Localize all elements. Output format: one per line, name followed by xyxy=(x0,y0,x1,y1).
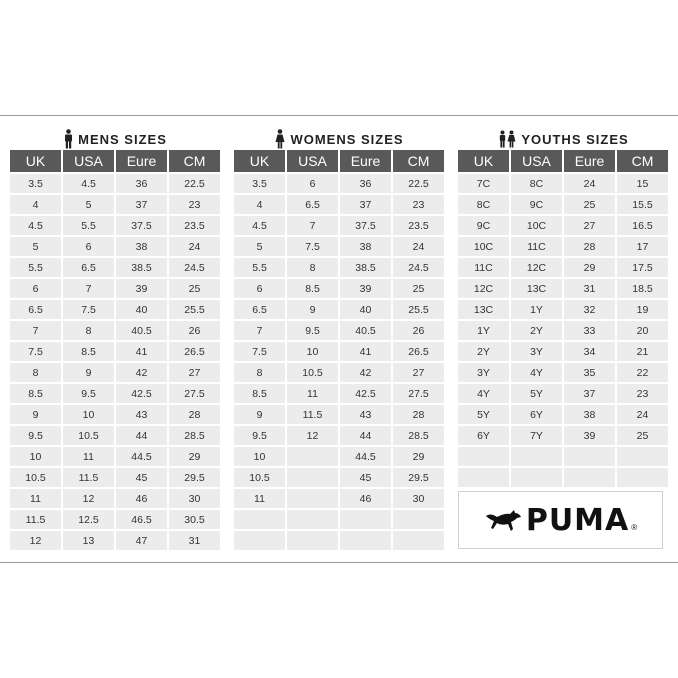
table-cell: 9 xyxy=(234,405,285,426)
table-cell: 6.5 xyxy=(10,300,61,321)
table-cell: 47 xyxy=(116,531,167,552)
table-cell: 31 xyxy=(564,279,615,300)
table-cell: 26.5 xyxy=(393,342,444,363)
table-cell: 23.5 xyxy=(393,216,444,237)
table-cell: 9 xyxy=(63,363,114,384)
column-header: USA xyxy=(287,150,338,174)
table-row xyxy=(458,363,668,384)
table-cell xyxy=(617,447,668,468)
table-cell: 24 xyxy=(393,237,444,258)
table-row xyxy=(458,279,668,300)
table-cell: 39 xyxy=(564,426,615,447)
table-row xyxy=(234,279,444,300)
table-cell: 42.5 xyxy=(116,384,167,405)
table-cell: 15 xyxy=(617,174,668,195)
table-cell: 24.5 xyxy=(393,258,444,279)
table-row xyxy=(234,216,444,237)
table-cell: 39 xyxy=(116,279,167,300)
table-row xyxy=(234,321,444,342)
table-row xyxy=(10,384,220,405)
table-cell: 6Y xyxy=(511,405,562,426)
table-cell: 6 xyxy=(63,237,114,258)
table-cell: 41 xyxy=(340,342,391,363)
table-cell: 46.5 xyxy=(116,510,167,531)
table-cell: 6Y xyxy=(458,426,509,447)
table-cell: 7.5 xyxy=(287,237,338,258)
table-cell: 7Y xyxy=(511,426,562,447)
table-cell xyxy=(287,447,338,468)
table-row xyxy=(458,174,668,195)
table-cell: 38 xyxy=(340,237,391,258)
table-cell: 25 xyxy=(169,279,220,300)
table-cell: 38 xyxy=(116,237,167,258)
youths-table xyxy=(456,150,670,489)
table-cell: 23 xyxy=(169,195,220,216)
table-cell: 4Y xyxy=(458,384,509,405)
youths-title-text: YOUTHS SIZES xyxy=(521,131,629,147)
table-cell: 2Y xyxy=(511,321,562,342)
column-header: CM xyxy=(169,150,220,174)
table-cell xyxy=(393,510,444,531)
table-cell: 10 xyxy=(10,447,61,468)
table-row xyxy=(234,342,444,363)
table-row xyxy=(10,216,220,237)
table-cell: 9C xyxy=(511,195,562,216)
table-cell xyxy=(511,447,562,468)
table-cell: 29.5 xyxy=(169,468,220,489)
table-row xyxy=(10,300,220,321)
table-cell: 4.5 xyxy=(234,216,285,237)
table-row xyxy=(458,405,668,426)
table-cell xyxy=(287,510,338,531)
table-cell: 7.5 xyxy=(234,342,285,363)
table-cell: 11 xyxy=(63,447,114,468)
table-cell xyxy=(340,510,391,531)
table-cell: 25.5 xyxy=(393,300,444,321)
table-cell: 3.5 xyxy=(10,174,61,195)
table-cell: 46 xyxy=(340,489,391,510)
puma-logo-text: PUMA xyxy=(525,502,630,538)
header-row xyxy=(234,150,444,174)
table-row xyxy=(234,237,444,258)
table-cell: 7 xyxy=(287,216,338,237)
table-row xyxy=(10,342,220,363)
table-cell xyxy=(287,468,338,489)
table-cell: 11 xyxy=(287,384,338,405)
table-cell: 11.5 xyxy=(10,510,61,531)
youths-panel xyxy=(458,128,670,489)
table-cell: 25 xyxy=(393,279,444,300)
table-cell: 6 xyxy=(234,279,285,300)
table-cell: 38 xyxy=(564,405,615,426)
table-cell: 34 xyxy=(564,342,615,363)
table-cell: 32 xyxy=(564,300,615,321)
table-cell: 12C xyxy=(511,258,562,279)
table-cell xyxy=(511,468,562,489)
table-row xyxy=(10,447,220,468)
table-cell: 9.5 xyxy=(234,426,285,447)
table-row xyxy=(234,300,444,321)
table-row xyxy=(10,237,220,258)
table-cell: 40 xyxy=(116,300,167,321)
table-cell: 5.5 xyxy=(10,258,61,279)
womens-title xyxy=(234,128,445,150)
table-cell: 13C xyxy=(458,300,509,321)
table-cell: 22.5 xyxy=(393,174,444,195)
table-cell: 11.5 xyxy=(63,468,114,489)
table-cell: 13C xyxy=(511,279,562,300)
puma-logo-box xyxy=(458,491,663,549)
table-cell: 8 xyxy=(63,321,114,342)
table-row xyxy=(10,258,220,279)
table-cell: 36 xyxy=(340,174,391,195)
table-cell: 11C xyxy=(458,258,509,279)
table-cell: 8.5 xyxy=(10,384,61,405)
table-cell: 10C xyxy=(458,237,509,258)
table-cell: 26 xyxy=(169,321,220,342)
table-cell: 40.5 xyxy=(340,321,391,342)
table-cell: 19 xyxy=(617,300,668,321)
table-cell: 42.5 xyxy=(340,384,391,405)
table-row xyxy=(10,426,220,447)
table-cell: 30 xyxy=(393,489,444,510)
table-cell xyxy=(617,468,668,489)
table-row xyxy=(10,174,220,195)
table-row xyxy=(234,426,444,447)
table-row xyxy=(458,342,668,363)
table-row xyxy=(458,384,668,405)
table-cell: 45 xyxy=(116,468,167,489)
table-cell: 2Y xyxy=(458,342,509,363)
table-cell: 12 xyxy=(10,531,61,552)
table-cell: 42 xyxy=(340,363,391,384)
table-cell xyxy=(564,447,615,468)
table-cell: 44.5 xyxy=(340,447,391,468)
mens-table xyxy=(8,150,222,552)
table-cell: 25 xyxy=(564,195,615,216)
table-cell xyxy=(234,510,285,531)
table-cell: 9 xyxy=(10,405,61,426)
table-cell: 3.5 xyxy=(234,174,285,195)
table-cell: 7 xyxy=(10,321,61,342)
table-cell: 24 xyxy=(564,174,615,195)
table-cell: 23 xyxy=(393,195,444,216)
mens-panel xyxy=(10,128,222,552)
table-row xyxy=(234,489,444,510)
table-cell: 29 xyxy=(169,447,220,468)
table-row xyxy=(234,384,444,405)
table-cell: 37.5 xyxy=(116,216,167,237)
woman-icon xyxy=(275,129,285,149)
column-header: Eure xyxy=(564,150,615,174)
column-header: UK xyxy=(234,150,285,174)
table-cell: 5 xyxy=(234,237,285,258)
table-cell: 9.5 xyxy=(63,384,114,405)
puma-cat-icon xyxy=(484,507,522,533)
table-cell: 37 xyxy=(564,384,615,405)
header-row xyxy=(10,150,220,174)
table-cell: 20 xyxy=(617,321,668,342)
table-cell: 22 xyxy=(617,363,668,384)
table-cell: 44.5 xyxy=(116,447,167,468)
table-cell: 9.5 xyxy=(10,426,61,447)
table-cell: 45 xyxy=(340,468,391,489)
table-row xyxy=(234,447,444,468)
table-cell: 29 xyxy=(393,447,444,468)
table-cell: 23.5 xyxy=(169,216,220,237)
column-header: CM xyxy=(617,150,668,174)
table-cell: 5.5 xyxy=(234,258,285,279)
children-icon xyxy=(498,130,516,148)
table-cell: 11.5 xyxy=(287,405,338,426)
table-cell: 4.5 xyxy=(63,174,114,195)
table-row xyxy=(10,279,220,300)
table-cell: 4 xyxy=(10,195,61,216)
table-cell: 10 xyxy=(287,342,338,363)
table-cell: 17 xyxy=(617,237,668,258)
column-header: CM xyxy=(393,150,444,174)
table-row xyxy=(10,363,220,384)
table-row xyxy=(458,447,668,468)
table-cell: 44 xyxy=(340,426,391,447)
table-row xyxy=(234,531,444,552)
table-cell: 8 xyxy=(10,363,61,384)
registered-mark: ® xyxy=(631,523,638,532)
table-cell: 38.5 xyxy=(340,258,391,279)
table-cell: 28 xyxy=(564,237,615,258)
table-cell: 24 xyxy=(169,237,220,258)
womens-title-text: WOMENS SIZES xyxy=(290,131,404,147)
table-row xyxy=(458,426,668,447)
table-cell: 29 xyxy=(564,258,615,279)
table-cell: 5Y xyxy=(511,384,562,405)
table-cell: 40 xyxy=(340,300,391,321)
table-cell: 12C xyxy=(458,279,509,300)
table-row xyxy=(234,258,444,279)
table-cell: 8C xyxy=(458,195,509,216)
table-cell: 30.5 xyxy=(169,510,220,531)
mens-title-text: MENS SIZES xyxy=(78,131,167,147)
table-row xyxy=(10,195,220,216)
table-cell: 28.5 xyxy=(393,426,444,447)
table-cell: 40.5 xyxy=(116,321,167,342)
table-cell: 27.5 xyxy=(393,384,444,405)
table-cell: 5Y xyxy=(458,405,509,426)
table-cell: 3Y xyxy=(458,363,509,384)
table-cell: 35 xyxy=(564,363,615,384)
table-cell: 6.5 xyxy=(234,300,285,321)
table-cell: 8 xyxy=(234,363,285,384)
table-cell: 11C xyxy=(511,237,562,258)
table-row xyxy=(234,363,444,384)
table-row xyxy=(458,258,668,279)
table-cell: 1Y xyxy=(511,300,562,321)
table-cell: 27.5 xyxy=(169,384,220,405)
table-cell: 7.5 xyxy=(63,300,114,321)
table-cell: 25.5 xyxy=(169,300,220,321)
womens-table xyxy=(232,150,446,552)
table-cell: 4.5 xyxy=(10,216,61,237)
header-row xyxy=(458,150,668,174)
table-row xyxy=(10,321,220,342)
table-cell: 9.5 xyxy=(287,321,338,342)
table-cell: 44 xyxy=(116,426,167,447)
table-cell: 24.5 xyxy=(169,258,220,279)
womens-panel xyxy=(234,128,446,552)
table-cell: 1Y xyxy=(458,321,509,342)
table-cell: 5.5 xyxy=(63,216,114,237)
table-cell xyxy=(564,468,615,489)
column-header: UK xyxy=(458,150,509,174)
table-cell: 15.5 xyxy=(617,195,668,216)
table-cell: 4Y xyxy=(511,363,562,384)
column-header: Eure xyxy=(116,150,167,174)
table-cell: 8C xyxy=(511,174,562,195)
table-cell: 16.5 xyxy=(617,216,668,237)
man-icon xyxy=(64,129,73,149)
table-cell: 42 xyxy=(116,363,167,384)
table-cell: 10.5 xyxy=(234,468,285,489)
table-cell: 46 xyxy=(116,489,167,510)
table-cell: 7 xyxy=(63,279,114,300)
table-cell: 8.5 xyxy=(287,279,338,300)
table-cell: 11 xyxy=(10,489,61,510)
table-cell: 6 xyxy=(287,174,338,195)
table-cell: 36 xyxy=(116,174,167,195)
table-cell: 12.5 xyxy=(63,510,114,531)
table-cell: 23 xyxy=(617,384,668,405)
table-row xyxy=(234,468,444,489)
table-cell: 25 xyxy=(617,426,668,447)
table-cell xyxy=(287,531,338,552)
table-cell: 41 xyxy=(116,342,167,363)
table-cell: 27 xyxy=(564,216,615,237)
table-cell: 8.5 xyxy=(234,384,285,405)
table-cell: 10.5 xyxy=(10,468,61,489)
table-cell: 27 xyxy=(169,363,220,384)
table-cell xyxy=(393,531,444,552)
table-cell: 24 xyxy=(617,405,668,426)
table-row xyxy=(458,468,668,489)
table-cell: 29.5 xyxy=(393,468,444,489)
table-row xyxy=(234,510,444,531)
table-row xyxy=(10,405,220,426)
table-cell: 28 xyxy=(169,405,220,426)
table-cell xyxy=(234,531,285,552)
table-cell: 5 xyxy=(63,195,114,216)
table-cell: 10 xyxy=(63,405,114,426)
table-cell: 4 xyxy=(234,195,285,216)
table-cell: 8.5 xyxy=(63,342,114,363)
table-cell: 22.5 xyxy=(169,174,220,195)
table-cell xyxy=(458,447,509,468)
table-cell: 37.5 xyxy=(340,216,391,237)
table-cell: 28.5 xyxy=(169,426,220,447)
table-row xyxy=(10,510,220,531)
table-row xyxy=(458,195,668,216)
table-row xyxy=(234,174,444,195)
table-cell: 9 xyxy=(287,300,338,321)
table-cell xyxy=(287,489,338,510)
table-cell: 26 xyxy=(393,321,444,342)
table-cell: 12 xyxy=(63,489,114,510)
table-cell: 18.5 xyxy=(617,279,668,300)
table-cell: 33 xyxy=(564,321,615,342)
table-cell: 43 xyxy=(116,405,167,426)
table-cell: 9C xyxy=(458,216,509,237)
table-cell: 3Y xyxy=(511,342,562,363)
table-cell: 8 xyxy=(287,258,338,279)
table-row xyxy=(10,531,220,552)
table-row xyxy=(458,300,668,321)
table-cell: 37 xyxy=(116,195,167,216)
table-row xyxy=(458,216,668,237)
column-header: UK xyxy=(10,150,61,174)
table-cell: 7 xyxy=(234,321,285,342)
table-cell: 17.5 xyxy=(617,258,668,279)
table-cell: 10.5 xyxy=(63,426,114,447)
table-cell: 38.5 xyxy=(116,258,167,279)
table-cell: 10.5 xyxy=(287,363,338,384)
table-cell: 39 xyxy=(340,279,391,300)
table-cell: 7.5 xyxy=(10,342,61,363)
table-cell: 5 xyxy=(10,237,61,258)
table-cell: 10C xyxy=(511,216,562,237)
table-row xyxy=(10,468,220,489)
table-row xyxy=(458,237,668,258)
table-row xyxy=(234,195,444,216)
youths-title xyxy=(458,128,669,150)
table-cell: 11 xyxy=(234,489,285,510)
table-cell: 6.5 xyxy=(63,258,114,279)
mens-title xyxy=(10,128,221,150)
table-cell: 37 xyxy=(340,195,391,216)
table-cell: 6 xyxy=(10,279,61,300)
table-cell: 7C xyxy=(458,174,509,195)
column-header: USA xyxy=(511,150,562,174)
column-header: Eure xyxy=(340,150,391,174)
table-row xyxy=(458,321,668,342)
table-cell: 26.5 xyxy=(169,342,220,363)
table-cell: 10 xyxy=(234,447,285,468)
table-cell: 21 xyxy=(617,342,668,363)
table-cell: 27 xyxy=(393,363,444,384)
table-cell: 31 xyxy=(169,531,220,552)
table-cell xyxy=(340,531,391,552)
table-cell: 28 xyxy=(393,405,444,426)
table-row xyxy=(234,405,444,426)
table-cell: 13 xyxy=(63,531,114,552)
table-row xyxy=(10,489,220,510)
table-cell: 12 xyxy=(287,426,338,447)
table-cell xyxy=(458,468,509,489)
table-cell: 43 xyxy=(340,405,391,426)
column-header: USA xyxy=(63,150,114,174)
table-cell: 30 xyxy=(169,489,220,510)
table-cell: 6.5 xyxy=(287,195,338,216)
